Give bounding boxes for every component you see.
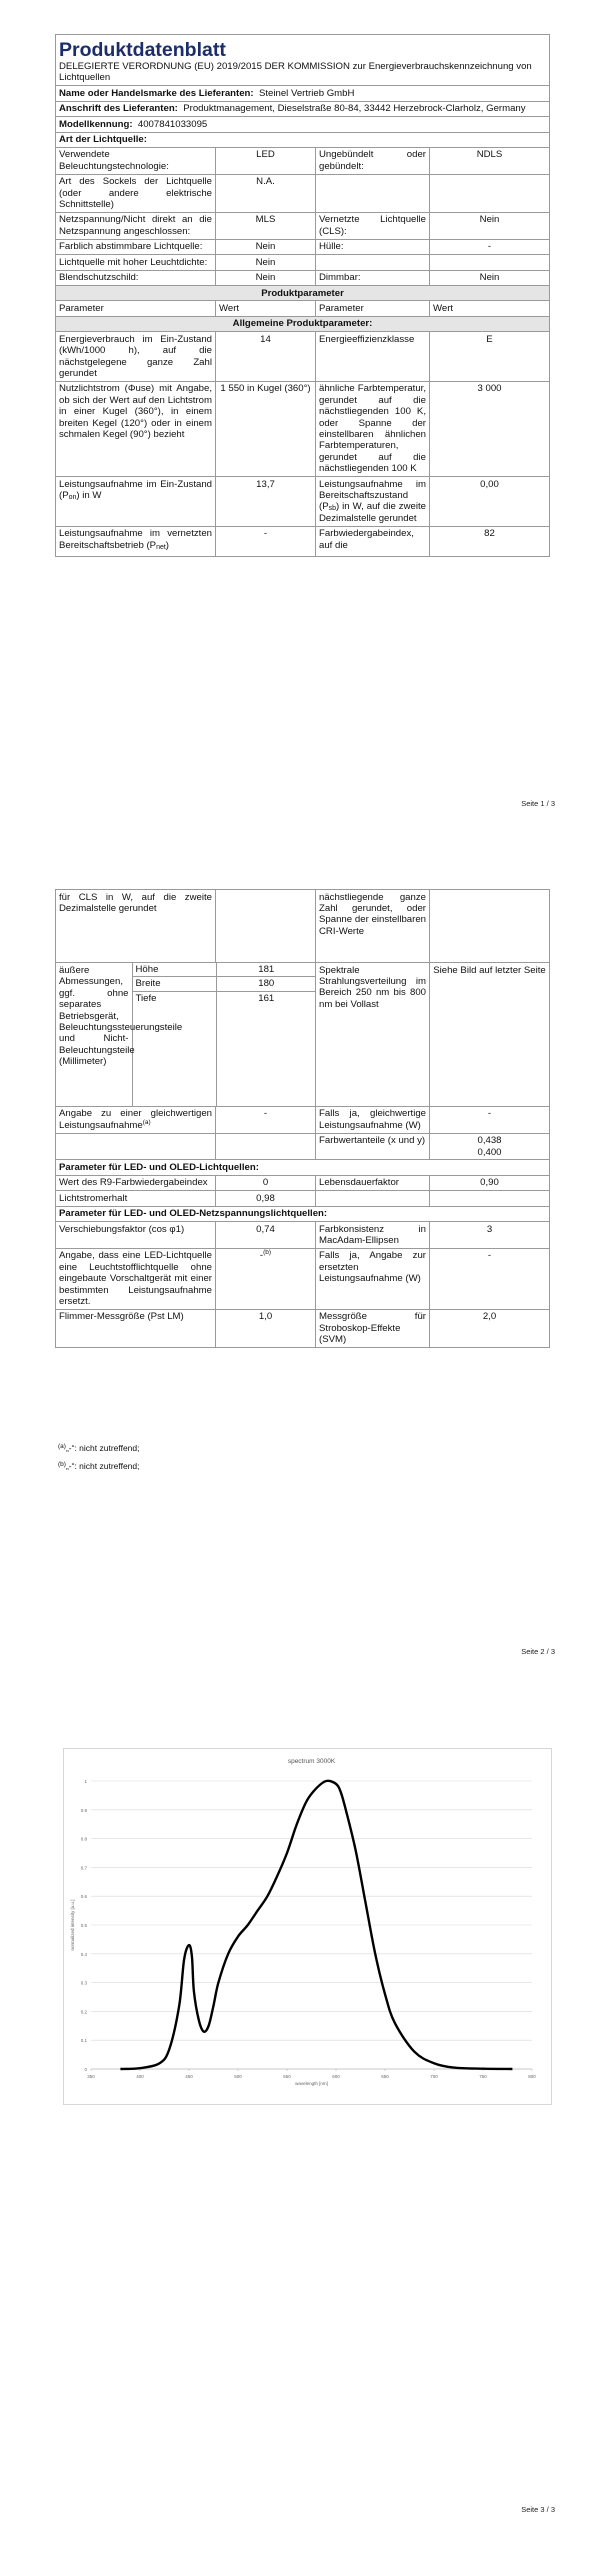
chroma-x-value: 0,438 xyxy=(477,1135,502,1147)
pf-label: Verschiebungsfaktor (cos φ1) xyxy=(56,1222,216,1249)
r9-label: Wert des R9-Farbwiedergabeindex xyxy=(56,1175,216,1190)
chroma-value xyxy=(430,1133,550,1160)
cri-label-cont: nächstliegende ganze Zahl gerundet, oder Spanne der einstellbaren CRI-Werte xyxy=(316,890,430,963)
y-tick-label: 0.4 xyxy=(80,1951,87,1957)
page-number: Seite 1 / 3 xyxy=(521,799,555,808)
supplier-name-row xyxy=(56,86,550,101)
empty-cell xyxy=(316,1191,430,1206)
column-header-row xyxy=(56,301,550,316)
datasheet-table-page-2 xyxy=(55,889,550,1348)
cell-label: Verwendete Beleuchtungstechnologie: xyxy=(56,147,216,174)
lightsource-section-row xyxy=(56,132,550,147)
psb-label-text: Leistungsaufnahme im Bereitschaftszustand (P xyxy=(319,478,426,513)
table-row xyxy=(56,1175,550,1190)
cell-value: Nein xyxy=(430,270,550,285)
equiv-w-label: Falls ja, gleichwertige Leistungsaufnahme (W) xyxy=(316,1106,430,1133)
cell-value: Nein xyxy=(216,255,316,270)
table-row xyxy=(56,1133,550,1160)
model-label: Modellkennung: xyxy=(59,118,133,130)
equiv-label-text: Angabe zu einer gleichwertigen Leistungsaufnahme xyxy=(59,1108,212,1131)
pnet-label-unit: ) xyxy=(165,539,169,551)
footnote-a xyxy=(58,1440,140,1455)
cell-value: Nein xyxy=(216,270,316,285)
survival-label: Lebensdauerfaktor xyxy=(316,1175,430,1190)
x-tick-label: 550 xyxy=(283,2074,291,2079)
psb-label-unit: ) in W, auf die zweite Dezimalstelle gerundet xyxy=(319,501,426,524)
energy-label: Energieverbrauch im Ein-Zustand (kWh/1000 h), auf die nächstgelegene ganze Zahl gerundet xyxy=(56,332,216,382)
cell-label: Hülle: xyxy=(316,239,430,254)
mac-value: 3 xyxy=(430,1222,550,1249)
svm-label: Messgröße für Stroboskop-Effekte (SVM) xyxy=(316,1309,430,1347)
model-row xyxy=(56,117,550,132)
datasheet-table-page-1 xyxy=(55,34,550,557)
supplier-address-value: Produktmanagement, Dieselstraße 80-84, 33442 Herzebrock-Clarholz, Germany xyxy=(183,103,526,115)
mac-label: Farbkonsistenz in MacAdam-Ellipsen xyxy=(316,1222,430,1249)
product-params-header: Produktparameter xyxy=(56,286,550,301)
spd-value: Siehe Bild auf letzter Seite xyxy=(430,963,550,1107)
y-tick-label: 0.1 xyxy=(80,2038,87,2044)
mains-section-row xyxy=(56,1206,550,1221)
cell-label: Blendschutzschild: xyxy=(56,270,216,285)
cri-label: Farbwiedergabeindex, auf die xyxy=(316,526,430,556)
y-tick-label: 0.6 xyxy=(80,1894,87,1900)
cell-value xyxy=(430,174,550,212)
spd-label: Spektrale Strahlungsverteilung im Bereich 250 nm bis 800 nm bei Vollast xyxy=(316,963,430,1107)
y-tick-label: 0.7 xyxy=(80,1865,87,1871)
replace-value xyxy=(216,1248,316,1309)
cell-value: N.A. xyxy=(216,174,316,212)
flux-label: Nutzlichtstrom (Φuse) mit Angabe, ob sich der Wert auf den Lichtstrom in einer Kugel (360°), in einem breiten Kegel (120°) oder in einem schmalen Kegel (90°) bezieht xyxy=(56,381,216,476)
page-number: Seite 2 / 3 xyxy=(521,1647,555,1656)
title-row xyxy=(56,35,550,86)
table-row xyxy=(56,255,550,270)
maint-label: Lichtstromerhalt xyxy=(56,1191,216,1206)
table-row xyxy=(56,212,550,239)
table-row xyxy=(56,890,550,963)
eff-class-value: E xyxy=(430,332,550,382)
dim-width-value: 180 xyxy=(216,977,316,991)
cell-label xyxy=(316,255,430,270)
replace-footnote-mark: (b) xyxy=(263,1249,272,1257)
pnet-label xyxy=(56,526,216,556)
cct-value: 3 000 xyxy=(430,381,550,476)
replace-w-value: - xyxy=(430,1248,550,1309)
cell-value: Nein xyxy=(216,239,316,254)
maint-value: 0,98 xyxy=(216,1191,316,1206)
dims-label: äußere Abmessungen, ggf. ohne separates Betriebsgerät, Beleuchtungssteuerungsteile und Nicht-Beleuchtungsteile (Millimeter) xyxy=(56,963,132,1106)
survival-value: 0,90 xyxy=(430,1175,550,1190)
table-row xyxy=(56,332,550,382)
spectrum-chart xyxy=(63,1748,552,2105)
page-number: Seite 3 / 3 xyxy=(521,2505,555,2514)
pnet-label-text: Leistungsaufnahme im vernetzten Bereitschaftsbetrieb (P xyxy=(59,528,212,551)
pon-label-unit: ) in W xyxy=(76,490,102,501)
energy-value: 14 xyxy=(216,332,316,382)
table-row xyxy=(56,1309,550,1347)
pon-value: 13,7 xyxy=(216,477,316,527)
footnote-b xyxy=(58,1458,140,1473)
pnet-subscript: net xyxy=(156,543,166,551)
x-tick-label: 600 xyxy=(332,2074,340,2079)
x-tick-label: 450 xyxy=(185,2074,193,2079)
dim-height-label: Höhe xyxy=(132,963,216,977)
y-tick-label: 0.9 xyxy=(80,1807,87,1813)
table-row xyxy=(56,174,550,212)
y-tick-label: 1 xyxy=(84,1779,87,1784)
cell-value xyxy=(430,255,550,270)
y-tick-label: 0.5 xyxy=(80,1923,87,1928)
y-axis-label: normalized intensity [a.u.] xyxy=(70,1899,75,1951)
supplier-address-label: Anschrift des Lieferanten: xyxy=(59,103,178,115)
x-tick-label: 350 xyxy=(87,2074,95,2079)
replace-label: Angabe, dass eine LED-Lichtquelle eine Leuchtstofflichtquelle ohne eingebaute Vorschaltgerät mit einer bestimmten Leistungsaufnahme ersetzt. xyxy=(56,1248,216,1309)
psb-value: 0,00 xyxy=(430,477,550,527)
table-row xyxy=(56,477,550,527)
empty-cell xyxy=(430,890,550,963)
chroma-label: Farbwertanteile (x und y) xyxy=(316,1133,430,1160)
empty-cell xyxy=(430,1191,550,1206)
y-tick-label: 0.8 xyxy=(80,1836,87,1842)
pon-label xyxy=(56,477,216,527)
general-section-row xyxy=(56,316,550,331)
cell-value: MLS xyxy=(216,212,316,239)
cell-label: Vernetzte Lichtquelle (CLS): xyxy=(316,212,430,239)
pnet-value: - xyxy=(216,526,316,556)
dim-height-value: 181 xyxy=(216,963,316,977)
pf-value: 0,74 xyxy=(216,1222,316,1249)
eff-class-label: Energieeffizienzklasse xyxy=(316,332,430,382)
footnote-b-mark: (b) xyxy=(58,1461,66,1468)
page-title: Produktdatenblatt xyxy=(59,38,226,61)
mains-section-title: Parameter für LED- und OLED-Netzspannungslichtquellen: xyxy=(56,1206,550,1221)
spectrum-chart-svg xyxy=(64,1749,551,2104)
empty-cell xyxy=(216,1133,316,1160)
r9-value: 0 xyxy=(216,1175,316,1190)
replace-w-label: Falls ja, Angabe zur ersetzten Leistungsaufnahme (W) xyxy=(316,1248,430,1309)
model-value: 4007841033095 xyxy=(137,118,208,130)
table-row xyxy=(56,1191,550,1206)
x-tick-label: 750 xyxy=(479,2074,487,2079)
equiv-footnote-mark: (a) xyxy=(142,1118,151,1126)
equiv-value: - xyxy=(216,1106,316,1133)
supplier-name-label: Name oder Handelsmarke des Lieferanten: xyxy=(59,87,254,99)
cell-label: Ungebündelt oder gebündelt: xyxy=(316,147,430,174)
general-params-header: Allgemeine Produktparameter: xyxy=(56,316,550,331)
col-header-parameter: Parameter xyxy=(56,301,216,316)
cell-value: LED xyxy=(216,147,316,174)
equiv-w-value: - xyxy=(430,1106,550,1133)
pnet-label-cont: für CLS in W, auf die zweite Dezimalstelle gerundet xyxy=(56,890,216,963)
cell-label: Lichtquelle mit hoher Leuchtdichte: xyxy=(56,255,216,270)
flicker-value: 1,0 xyxy=(216,1309,316,1347)
x-tick-label: 800 xyxy=(528,2074,536,2079)
cell-label: Netzspannung/Nicht direkt an die Netzspannung angeschlossen: xyxy=(56,212,216,239)
x-tick-label: 700 xyxy=(430,2074,438,2079)
empty-cell xyxy=(56,1133,216,1160)
cell-value: Nein xyxy=(430,212,550,239)
cell-label: Farblich abstimmbare Lichtquelle: xyxy=(56,239,216,254)
table-row xyxy=(56,147,550,174)
lightsource-section-title: Art der Lichtquelle: xyxy=(56,132,550,147)
table-row xyxy=(56,381,550,476)
col-header-value: Wert xyxy=(430,301,550,316)
x-tick-label: 500 xyxy=(234,2074,242,2079)
dim-depth-label: Tiefe xyxy=(132,991,216,1106)
footnote-a-text: „-“: nicht zutreffend; xyxy=(65,1443,140,1453)
product-params-header-row xyxy=(56,286,550,301)
col-header-value: Wert xyxy=(216,301,316,316)
equiv-label xyxy=(56,1106,216,1133)
chroma-y-value: 0,400 xyxy=(477,1146,502,1158)
flux-value: 1 550 in Kugel (360°) xyxy=(216,381,316,476)
regulation-text: DELEGIERTE VERORDNUNG (EU) 2019/2015 DER KOMMISSION zur Energieverbrauchskennzeichnung von Lichtquellen xyxy=(59,60,532,83)
x-tick-label: 400 xyxy=(136,2074,144,2079)
y-tick-label: 0.2 xyxy=(80,2009,87,2015)
psb-label xyxy=(316,477,430,527)
supplier-address-row xyxy=(56,101,550,116)
replace-value-text: - xyxy=(259,1250,264,1262)
cell-label xyxy=(316,174,430,212)
table-row xyxy=(56,1106,550,1133)
y-tick-label: 0 xyxy=(84,2067,87,2072)
dimensions-row xyxy=(56,963,550,1107)
pon-label-text: Leistungsaufnahme im Ein-Zustand (P xyxy=(59,478,212,501)
chart-title: spectrum 3000K xyxy=(287,1758,336,1765)
flicker-label: Flimmer-Messgröße (Pst LM) xyxy=(56,1309,216,1347)
dim-depth-value: 161 xyxy=(258,992,275,1004)
table-row xyxy=(56,1248,550,1309)
supplier-name-value: Steinel Vertrieb GmbH xyxy=(258,87,355,99)
x-axis-label: wavelength [nm] xyxy=(295,2081,328,2086)
footnote-a-mark: (a) xyxy=(58,1443,66,1450)
empty-cell xyxy=(216,890,316,963)
page-2 xyxy=(0,815,603,1685)
cell-value: - xyxy=(430,239,550,254)
cri-value: 82 xyxy=(430,526,550,556)
led-section-row xyxy=(56,1160,550,1175)
cell-label: Dimmbar: xyxy=(316,270,430,285)
cct-label: ähnliche Farbtemperatur, gerundet auf die nächstliegenden 100 K, oder Spanne der einstellbaren ähnlichen Farbtemperaturen, gerundet auf die nächstliegenden 100 K xyxy=(316,381,430,476)
pon-subscript: on xyxy=(68,494,77,501)
cell-label: Art des Sockels der Lichtquelle (oder andere elektrische Schnittstelle) xyxy=(56,174,216,212)
led-section-title: Parameter für LED- und OLED-Lichtquellen: xyxy=(56,1160,550,1175)
table-row xyxy=(56,1222,550,1249)
table-row xyxy=(56,270,550,285)
svm-value: 2,0 xyxy=(430,1309,550,1347)
x-tick-label: 650 xyxy=(381,2074,389,2079)
page-1 xyxy=(0,0,603,815)
table-row xyxy=(56,526,550,556)
dimensions-table xyxy=(56,963,316,1106)
psb-subscript: sb xyxy=(328,505,336,513)
dim-width-label: Breite xyxy=(132,977,216,991)
table-row xyxy=(56,239,550,254)
footnote-b-text: „-“: nicht zutreffend; xyxy=(65,1461,140,1471)
y-tick-label: 0.3 xyxy=(80,1980,87,1986)
cell-value: NDLS xyxy=(430,147,550,174)
col-header-parameter: Parameter xyxy=(316,301,430,316)
